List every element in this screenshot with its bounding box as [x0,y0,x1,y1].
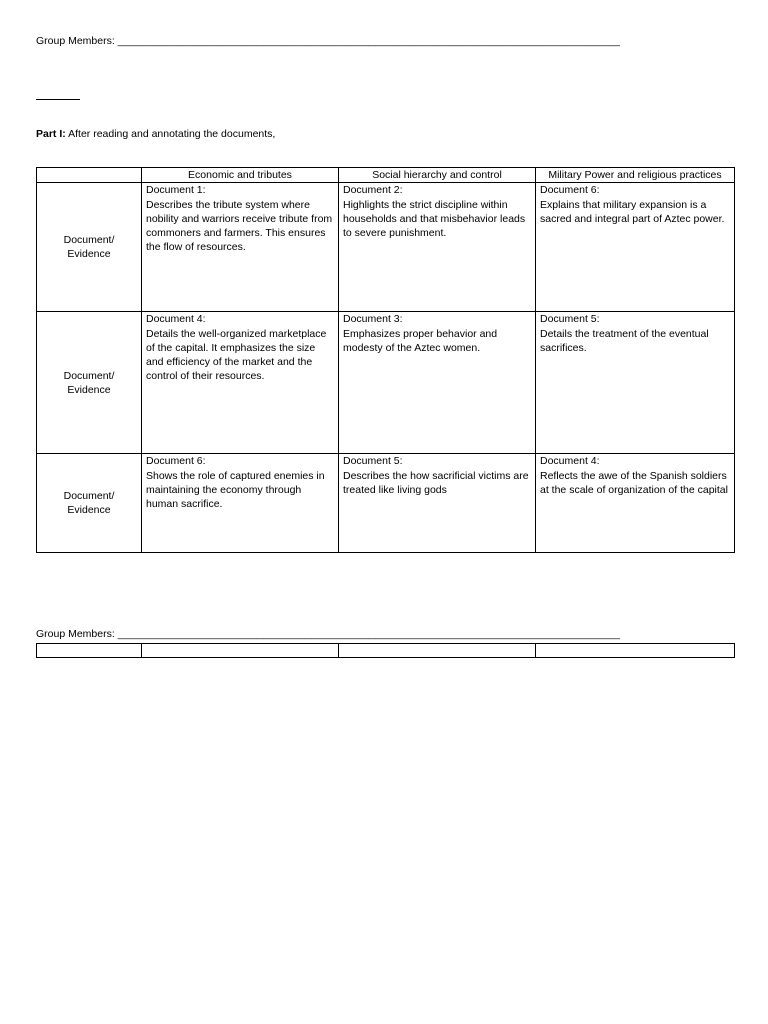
table-header-row [37,168,735,183]
table-row [37,312,735,454]
evidence-cell [142,454,339,553]
evidence-text: Document 6: Explains that military expansion is a sacred and integral part of Aztec power. [540,184,725,225]
evidence-text: Document 2: Highlights the strict discipline within households and that misbehavior leads to severe punishment. [343,184,526,240]
evidence-text: Document 4: Details the well-organized marketplace of the capital. It emphasizes the size and efficiency of the market and the control of their resources. [146,313,327,383]
header-blank [37,168,142,183]
evidence-text: Document 3: Emphasizes proper behavior and modesty of the Aztec women. [343,313,498,354]
evidence-cell [142,312,339,454]
blank-table-row [37,644,735,658]
row-label-text: Document/ Evidence [63,234,115,261]
row-label [37,183,142,312]
evidence-text: Document 6: Shows the role of captured enemies in maintaining the economy through human sacrifice. [146,455,325,511]
header-military: Military Power and religious practices [536,168,735,183]
table-row [37,183,735,312]
blank-cell [536,644,735,658]
evidence-cell [536,454,735,553]
evidence-cell [339,312,536,454]
blank-table [36,643,735,658]
evidence-cell [339,183,536,312]
evidence-cell [339,454,536,553]
part-label: Part I: [36,128,66,140]
evidence-text: Document 5: Details the treatment of the eventual sacrifices. [540,313,709,354]
row-label-text: Document/ Evidence [63,490,115,517]
blank-cell [142,644,339,658]
evidence-text: Document 5: Describes the how sacrificial victims are treated like living gods [343,455,529,496]
evidence-cell [142,183,339,312]
blank-cell [339,644,536,658]
evidence-cell [536,183,735,312]
row-label [37,312,142,454]
blank-cell [37,644,142,658]
group-members-line: Group Members: ______________________________________________________________________________________ [36,35,620,47]
group-members-line-bottom: Group Members: ______________________________________________________________________________________ [36,628,620,640]
evidence-text: Document 1: Describes the tribute system where nobility and warriors receive tribute from commoners and farmers. This ensures the flow of resources. [146,184,333,254]
evidence-text: Document 4: Reflects the awe of the Spanish soldiers at the scale of organization of the capital [540,455,728,496]
header-economic: Economic and tributes [142,168,339,183]
short-rule-divider [36,99,80,100]
part-text: After reading and annotating the documents, [65,128,276,140]
evidence-cell [536,312,735,454]
row-label-text: Document/ Evidence [63,369,115,396]
part-instruction [36,127,275,141]
table-row [37,454,735,553]
row-label [37,454,142,553]
document-evidence-table [36,167,735,553]
header-social: Social hierarchy and control [339,168,536,183]
